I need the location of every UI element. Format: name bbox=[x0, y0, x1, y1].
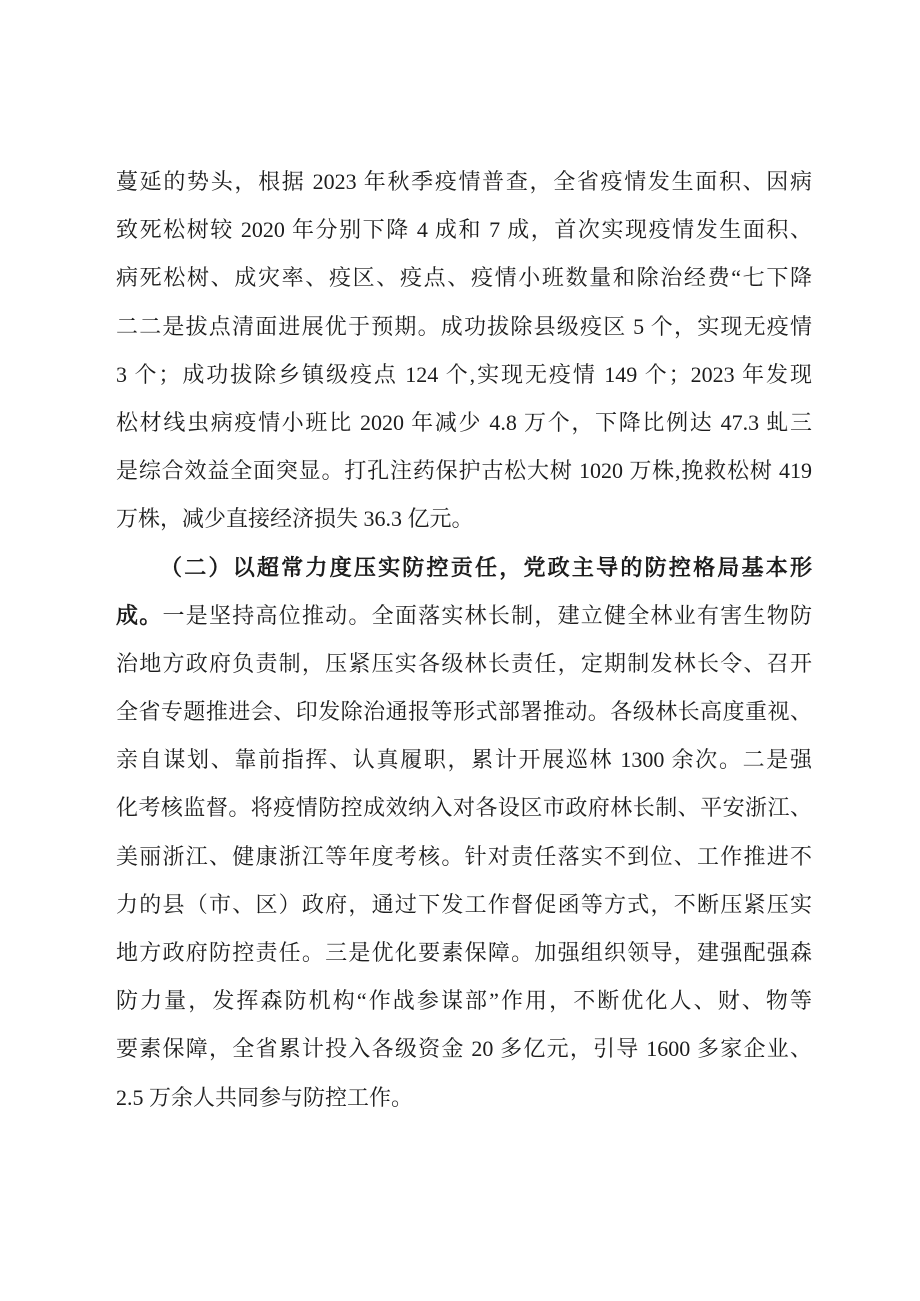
section-heading-line: （二）以超常力度压实防控贡任，党政主导的防控格局基本形 bbox=[160, 554, 812, 580]
text-line: 地方政府防控责任。三是优化要素保障。加强组织领导，建强配强森 bbox=[116, 940, 812, 965]
text-line-mixed bbox=[116, 592, 812, 640]
text-line: 松材线虫病疫情小班比 2020 年减少 4.8 万个，下降比例达 47.3 虬三 bbox=[116, 409, 812, 435]
text-line: 病死松树、成灾率、疫区、疫点、疫情小班数量和除治经费“七下降 bbox=[116, 265, 812, 291]
bold-run: 成。 bbox=[116, 602, 163, 628]
text-line: 蔓延的势头，根据 2023 年秋季疫情普查，全省疫情发生面积、因病 bbox=[116, 169, 812, 194]
text-line: 3 个；成功拔除乡镇级疫点 124 个,实现无疫情 149 个；2023 年发现 bbox=[116, 361, 812, 387]
text-line: 致死松树较 2020 年分别下降 4 成和 7 成，首次实现疫情发生面积、 bbox=[116, 217, 812, 243]
text-line: 亲自谋划、靠前指挥、认真履职，累计开展巡林 1300 余次。二是强 bbox=[116, 747, 812, 773]
text-line: 美丽浙江、健康浙江等年度考核。针对责任落实不到位、工作推进不 bbox=[116, 843, 812, 869]
text-line: 治地方政府负责制，压紧压实各级林长责任，定期制发林长令、召开 bbox=[116, 650, 812, 676]
text-line: 二二是拔点清面进展优于预期。成功拔除县级疫区 5 个，实现无疫情 bbox=[116, 313, 812, 339]
text-run: 一是坚持高位推动。全面落实林长制，建立健全林业有害生物防 bbox=[162, 602, 812, 628]
text-line: 全省专题推进会、印发除治通报等形式部署推动。各级林长高度重视、 bbox=[116, 699, 812, 725]
text-line: 要素保障，全省累计投入各级资金 20 多亿元，引导 1600 多家企业、 bbox=[116, 1036, 812, 1062]
document-text-block bbox=[116, 158, 812, 1122]
text-line: 防力量，发挥森防机构“作战参谋部”作用，不断优化人、财、物等 bbox=[116, 988, 812, 1014]
text-line-paragraph-end: 万株，减少直接经济损失 36.3 亿元。 bbox=[116, 506, 474, 532]
text-line: 是综合效益全面突显。打孔注药保护古松大树 1020 万株,挽救松树 419 bbox=[116, 458, 812, 484]
text-line: 化考核监督。将疫情防控成效纳入对各设区市政府林长制、平安浙江、 bbox=[116, 795, 812, 821]
text-line-paragraph-end: 2.5 万余人共同参与防控工作。 bbox=[116, 1084, 414, 1110]
text-line: 力的县（市、区）政府，通过下发工作督促函等方式，不断压紧压实 bbox=[116, 891, 812, 917]
